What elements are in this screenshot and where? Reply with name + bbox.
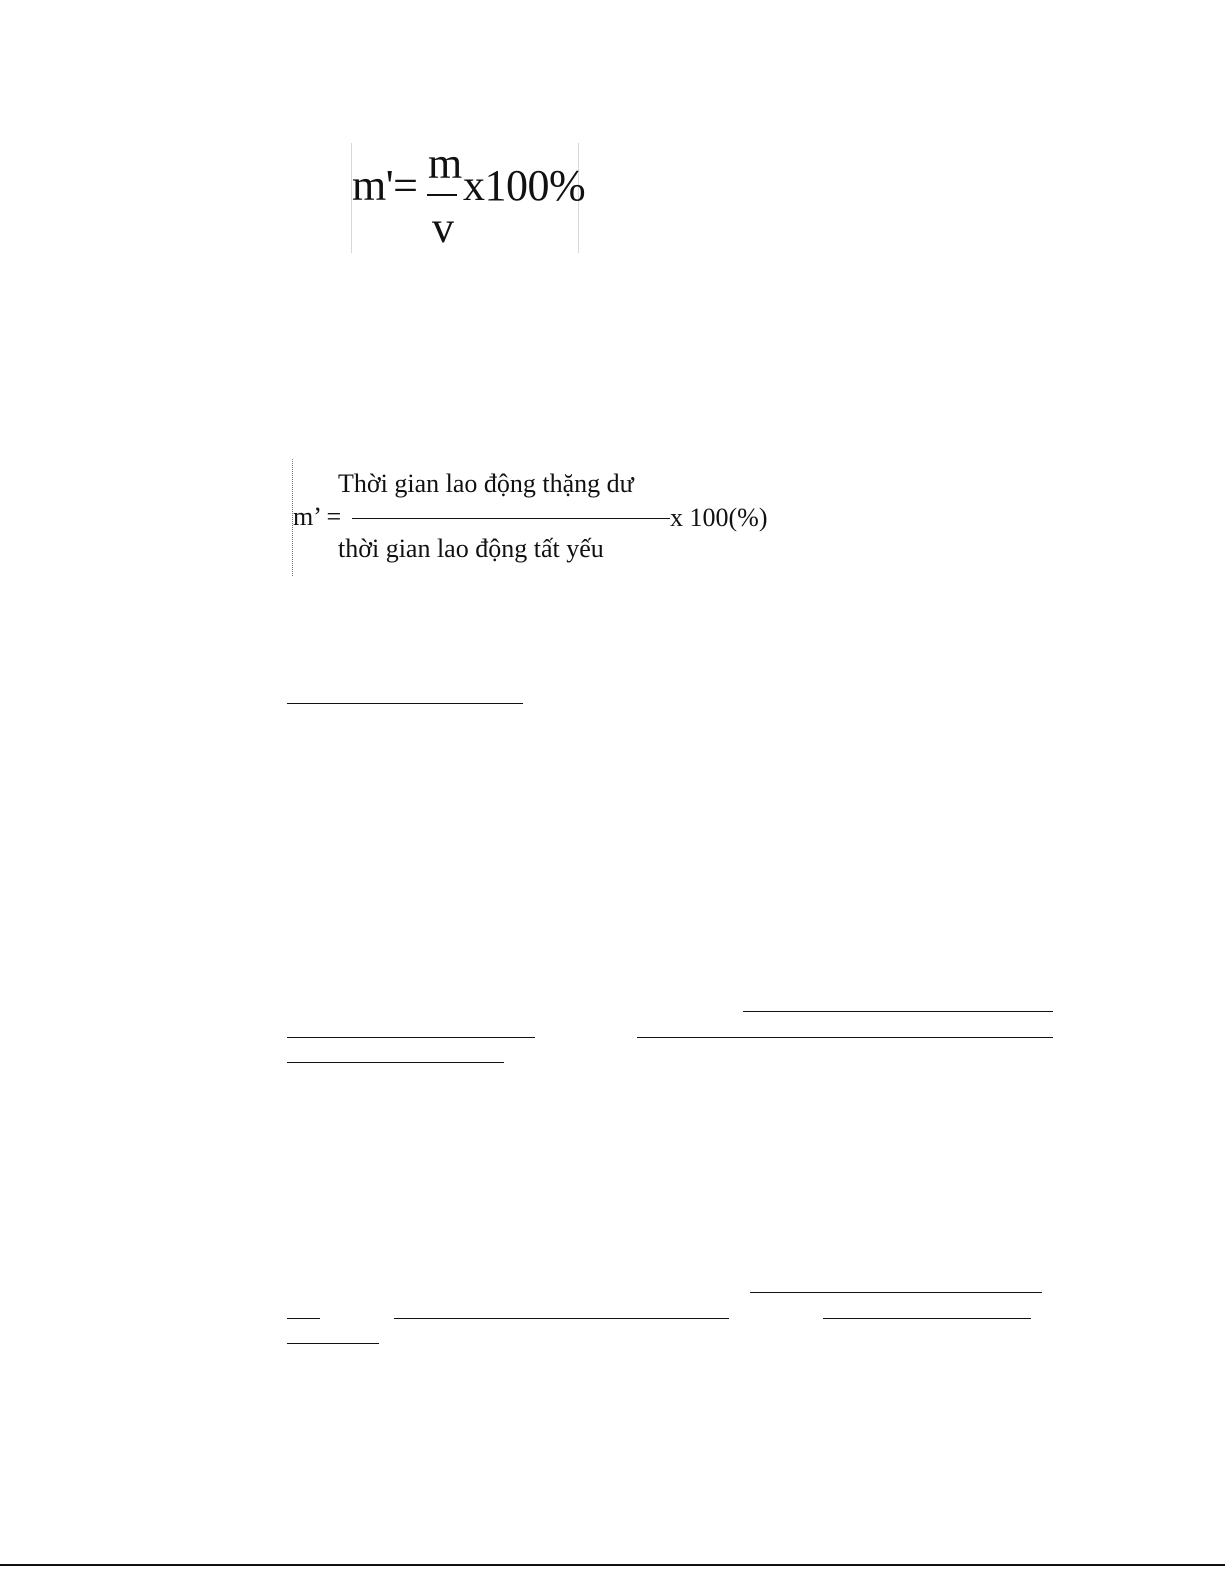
underline-rule	[287, 1062, 504, 1063]
formula-2-denominator: thời gian lao động tất yếu	[338, 534, 604, 563]
formula-1-lhs: m'=	[352, 161, 418, 210]
formula-1-rhs: x100%	[463, 161, 586, 210]
formula-2-fraction-bar	[352, 518, 670, 519]
underline-rule	[750, 1292, 1042, 1293]
formula-2-rhs: x 100(%)	[670, 503, 768, 532]
formula-1-numerator: m	[428, 139, 463, 188]
underline-rule	[637, 1037, 1053, 1038]
underline-rule	[394, 1318, 729, 1319]
underline-rule	[287, 1343, 379, 1344]
underline-rule	[287, 1318, 320, 1319]
underline-rule	[823, 1318, 1031, 1319]
underline-rule	[287, 703, 523, 704]
formula-1-denominator: v	[432, 203, 454, 252]
underline-rule	[287, 1037, 535, 1038]
underline-rule	[743, 1011, 1053, 1012]
formula-1-fraction-bar	[427, 194, 457, 196]
formula-2-numerator: Thời gian lao động thặng dư	[338, 469, 634, 498]
formula-2-lhs: m’ =	[293, 502, 342, 531]
page-bottom-edge	[0, 1564, 1225, 1566]
